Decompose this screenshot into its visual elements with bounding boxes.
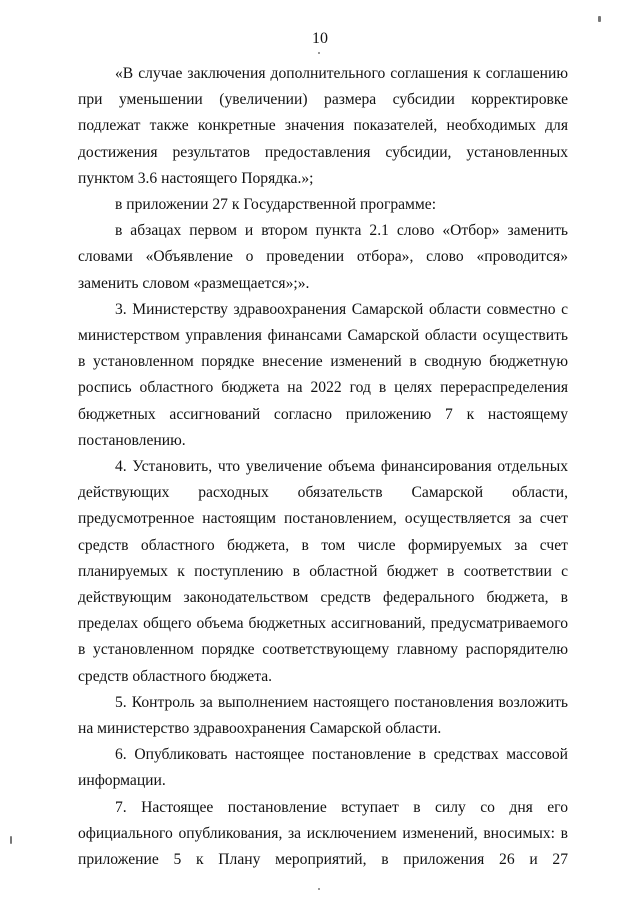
paragraph-item-3: 3. Министерству здравоохранения Самарской области совместно с министерством управления финансами Самарской области осуществить в установленном порядке внесение изменений в сводную бюджетную роспись областного бюджета на 2022 год в целях перераспределения бюджетных ассигнований согласно приложению 7 к настоящему постановлению.: [78, 300, 568, 449]
scan-speck-top-center: [318, 52, 320, 54]
paragraph-quoted-clause: «В случае заключения дополнительного соглашения к соглашению при уменьшении (увеличении) размера субсидии корректировке подлежат также конкретные значения показателей, необходимых для достижения результатов предоставления субсидии, установленных пунктом 3.6 настоящего Порядка.»;: [78, 65, 568, 187]
paragraph-item-5: 5. Контроль за выполнением настоящего постановления возложить на министерство здравоохранения Самарской области.: [78, 693, 568, 738]
paragraph-item-7: 7. Настоящее постановление вступает в силу со дня его официального опубликования, за исключением изменений, вносимых: в приложение 5 к Плану мероприятий, в приложения 26 и 27: [78, 798, 568, 869]
paragraph-item-4: 4. Установить, что увеличение объема финансирования отдельных действующих расходных обязательств Самарской области, предусмотренное настоящим постановлением, осуществляется за счет средств областного бюджета, в том числе формируемых за счет планируемых к поступлению в областной бюджет в соответствии с действующим законодательством средств федерального бюджета, в пределах общего объема бюджетных ассигнований, предусматриваемого в установленном порядке соответствующему главному распорядителю средств областного бюджета.: [78, 458, 568, 685]
page-number: 10: [312, 30, 328, 47]
paragraph-item-6: 6. Опубликовать настоящее постановление в средствах массовой информации.: [78, 746, 568, 790]
document-body: [78, 61, 568, 873]
paragraph-appendix-27-change: в абзацах первом и втором пункта 2.1 слово «Отбор» заменить словами «Объявление о проведении отбора», слово «проводится» заменить словом «размещается»;».: [78, 222, 568, 292]
scan-speck-bottom-center: [318, 888, 320, 890]
scan-speck-left-margin: [10, 836, 12, 844]
paragraph-appendix-27-intro: в приложении 27 к Государственной программе:: [115, 196, 437, 214]
scan-speck-top-right: [598, 16, 601, 22]
